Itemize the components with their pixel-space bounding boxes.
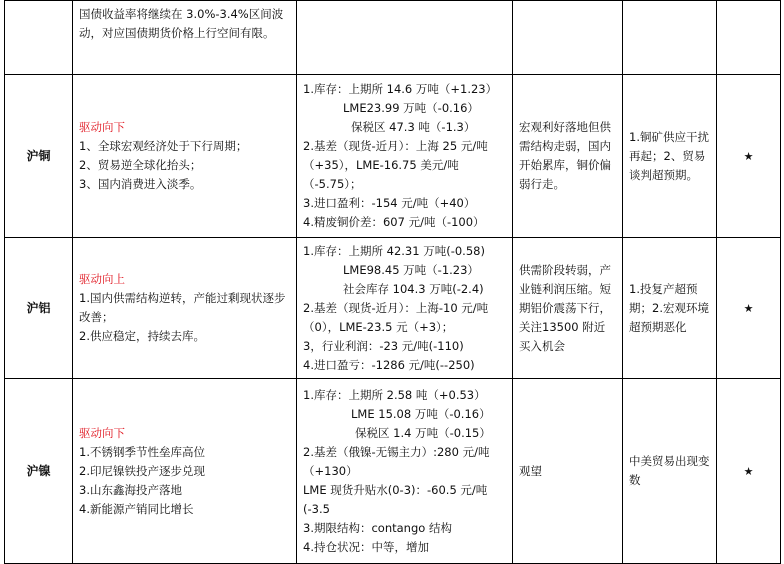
fundamental-item: 1.库存：上期所 42.31 万吨(-0.58)	[303, 243, 485, 258]
driver-item: 3、国内消费进入淡季。	[79, 177, 202, 191]
fundamental-item: 4.进口盈亏：-1286 元/吨(--250)	[303, 357, 475, 372]
driver-item: 4.新能源产销同比增长	[79, 501, 194, 516]
risk-cell: 1.投复产超预期；2.宏观环境超预期恶化	[623, 238, 717, 379]
fundamental-item: 3.期限结构：contango 结构	[303, 520, 452, 535]
fundamental-item: 保税区 1.4 万吨（-0.15）	[355, 425, 491, 440]
fundamentals-cell	[297, 1, 513, 75]
table-row	[5, 75, 781, 238]
fundamental-item: LME23.99 万吨（-0.16）	[343, 101, 479, 115]
view-cell: 观望	[513, 379, 623, 564]
driver-item: 1、全球宏观经济处于下行周期；	[79, 139, 248, 153]
fundamental-item: 4.持仓状况：中等，增加	[303, 539, 429, 554]
commodity-name-cell: 沪镍	[5, 379, 73, 564]
fundamental-item: LME 现货升贴水(0-3)：-60.5 元/吨(-3.5	[303, 482, 488, 516]
rating-cell: ★	[717, 75, 781, 238]
table-row	[5, 238, 781, 379]
fundamental-item: 2.基差（现货-近月）：上海-10 元/吨（0），LME-23.5 元（+3）；	[303, 300, 489, 334]
rating-cell: ★	[717, 238, 781, 379]
driver-heading: 驱动向下	[79, 425, 125, 440]
fundamentals-cell	[297, 379, 513, 564]
table-row	[5, 1, 781, 75]
fundamental-item: 4.精废铜价差：607 元/吨（-100）	[303, 215, 485, 229]
driver-item: 2.印尼镍铁投产逐步兑现	[79, 463, 205, 478]
driver-heading: 驱动向下	[79, 120, 125, 134]
risk-cell: 中美贸易出现变数	[623, 379, 717, 564]
commodity-name-cell	[5, 1, 73, 75]
commodity-name-cell: 沪铝	[5, 238, 73, 379]
drivers-cell	[73, 75, 297, 238]
fundamental-item: LME 15.08 万吨（-0.16）	[351, 406, 491, 421]
fundamental-item: 2.基差（俄镍-无锡主力）:280 元/吨（+130）	[303, 444, 490, 478]
drivers-cell	[73, 238, 297, 379]
fundamental-item: LME98.45 万吨（-1.23）	[343, 262, 479, 277]
commodity-name-cell: 沪铜	[5, 75, 73, 238]
driver-item: 2.供应稳定，持续去库。	[79, 329, 205, 343]
view-cell: 宏观利好落地但供需结构走弱，国内开始累库，铜价偏弱行走。	[513, 75, 623, 238]
driver-item: 3.山东鑫海投产落地	[79, 482, 182, 497]
view-cell	[513, 1, 623, 75]
fundamental-item: 3.进口盈利：-154 元/吨（+40）	[303, 196, 476, 210]
risk-cell: 1.铜矿供应干扰再起；2、贸易谈判超预期。	[623, 75, 717, 238]
driver-heading: 驱动向上	[79, 272, 125, 286]
fundamental-item: 保税区 47.3 吨（-1.3）	[351, 120, 476, 134]
view-cell: 供需阶段转弱，产业链利润压缩。短期铝价震荡下行，关注13500 附近买入机会	[513, 238, 623, 379]
rating-cell: ★	[717, 379, 781, 564]
fundamental-item: 2.基差（现货-近月）：上海 25 元/吨（+35），LME-16.75 美元/吨（-5.75）；	[303, 139, 488, 191]
fundamental-item: 1.库存：上期所 14.6 万吨（+1.23）	[303, 82, 498, 96]
driver-item: 1.国内供需结构逆转，产能过剩现状逐步改善；	[79, 291, 286, 324]
fundamentals-cell	[297, 75, 513, 238]
drivers-cell	[73, 1, 297, 75]
table-row	[5, 379, 781, 564]
fundamentals-cell	[297, 238, 513, 379]
driver-item: 1.不锈钢季节性垒库高位	[79, 444, 205, 459]
drivers-cell	[73, 379, 297, 564]
driver-item: 国债收益率将继续在 3.0%-3.4%区间波动，对应国债期货价格上行空间有限。	[79, 7, 284, 40]
fundamental-item: 社会库存 104.3 万吨(-2.4)	[343, 281, 484, 296]
driver-item: 2、贸易逆全球化抬头；	[79, 158, 202, 172]
commodity-analysis-table	[4, 0, 781, 564]
rating-cell	[717, 1, 781, 75]
risk-cell	[623, 1, 717, 75]
fundamental-item: 3，行业利润：-23 元/吨(-110)	[303, 338, 464, 353]
fundamental-item: 1.库存：上期所 2.58 吨（+0.53）	[303, 387, 486, 402]
